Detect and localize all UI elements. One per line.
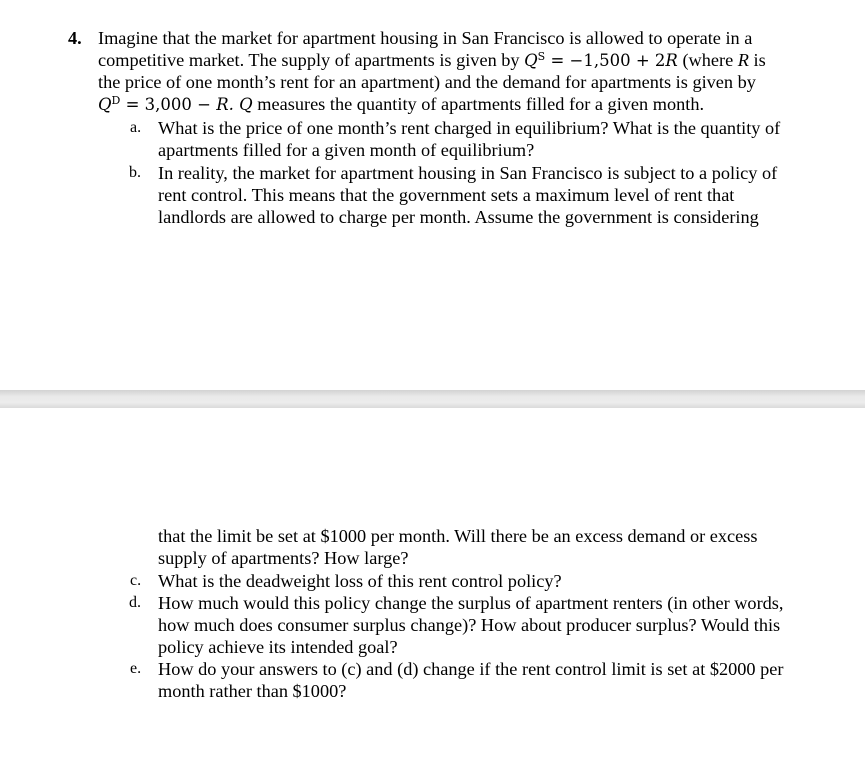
demand-q: Q — [98, 95, 112, 114]
intro-line-2 — [98, 49, 766, 72]
intro-line-2-text: competitive market. The supply of apartments is given by — [98, 50, 520, 70]
part-b-label: b. — [129, 164, 141, 181]
part-d-line-3: policy achieve its intended goal? — [158, 637, 398, 657]
q-variable: Q — [239, 95, 253, 114]
intro-line-4-tail: measures the quantity of apartments filled for a given month. — [257, 94, 705, 114]
supply-q: Q — [524, 51, 538, 70]
supply-var: R — [665, 51, 678, 70]
intro-line-3: the price of one month’s rent for an apartment) and the demand for apartments is given by — [98, 72, 756, 92]
supply-rhs: = −1,500 + 2 — [550, 51, 666, 70]
intro-line-2-tail: (where — [682, 50, 734, 70]
part-a-line-1: What is the price of one month’s rent charged in equilibrium? What is the quantity of — [158, 118, 781, 138]
demand-rhs: = 3,000 − — [125, 95, 211, 114]
intro-line-1: Imagine that the market for apartment housing in San Francisco is allowed to operate in a — [98, 28, 753, 48]
part-b-line-1: In reality, the market for apartment housing in San Francisco is subject to a policy of — [158, 163, 778, 183]
intro-line-4 — [98, 93, 704, 116]
part-d-line-2: how much does consumer surplus change)? How about producer surplus? Would this — [158, 615, 781, 635]
part-b-line-2: rent control. This means that the government sets a maximum level of rent that — [158, 185, 735, 205]
part-c-label: c. — [130, 572, 142, 589]
part-b-line-5: supply of apartments? How large? — [158, 548, 409, 568]
supply-sup: S — [537, 50, 546, 63]
part-a-line-2: apartments filled for a given month of equilibrium? — [158, 140, 535, 160]
part-b-line-4: that the limit be set at $1000 per month. Will there be an excess demand or excess — [158, 526, 758, 546]
part-e-label: e. — [130, 660, 142, 677]
page-separator — [0, 390, 865, 408]
part-a-label: a. — [130, 119, 142, 136]
part-d-label: d. — [129, 594, 141, 611]
part-e-line-1: How do your answers to (c) and (d) change if the rent control limit is set at $2000 per — [158, 659, 784, 679]
demand-sup: D — [111, 94, 121, 107]
part-c-line-1: What is the deadweight loss of this rent control policy? — [158, 571, 562, 591]
question-number: 4. — [68, 28, 82, 48]
demand-var: R. — [216, 95, 234, 114]
r-variable: R — [737, 50, 749, 70]
demand-equation — [98, 95, 253, 114]
part-b-line-3: landlords are allowed to charge per month. Assume the government is considering — [158, 207, 759, 227]
page-bottom — [0, 408, 865, 758]
part-d-line-1: How much would this policy change the surplus of apartment renters (in other words, — [158, 593, 784, 613]
part-e-line-2: month rather than $1000? — [158, 681, 347, 701]
supply-equation — [524, 51, 678, 70]
intro-line-2-is: is — [753, 50, 766, 70]
